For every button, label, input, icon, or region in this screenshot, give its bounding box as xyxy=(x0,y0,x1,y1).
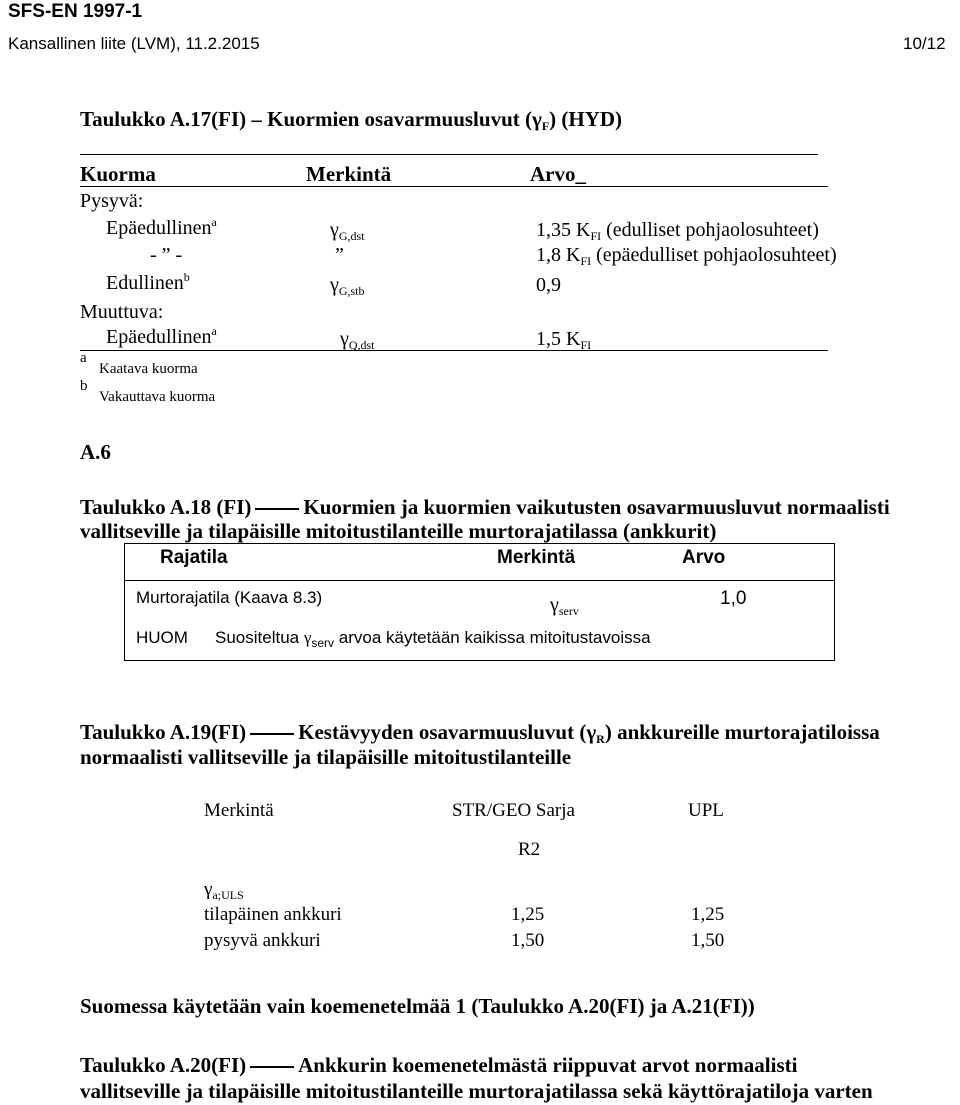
table18-note-label: HUOM xyxy=(136,628,188,647)
table17-group-permanent: Pysyvä: xyxy=(80,190,144,212)
page-number: 10/12 xyxy=(903,34,946,53)
table17-row1-symbol: $\gamma_{G,dst}$ xyxy=(330,219,365,243)
table19-caption-line1: Taulukko A.19(FI) Kestävyyden osavarmuusluvut $(\gamma_R)$ ankkureille murtorajatiloissa xyxy=(80,720,880,746)
table18-header-rule xyxy=(124,580,835,581)
table19-row2-upl: 1,50 xyxy=(691,930,725,951)
table18-col-value: Arvo xyxy=(682,547,726,568)
table18-caption-line2: vallitseville ja tilapäisille mitoitustilanteille murtorajatilassa (ankkurit) xyxy=(80,519,717,543)
table17-bottom-rule xyxy=(80,350,828,351)
table17-row1-label: Epäedullinen$^a$ xyxy=(106,215,217,239)
table17-caption: Taulukko A.17(FI) – Kuormien osavarmuusluvut $(\gamma_F)$ (HYD) xyxy=(80,107,623,133)
table17-col-symbol: Merkintä xyxy=(306,162,392,186)
table17-group-variable: Muuttuva: xyxy=(80,301,164,323)
footnote-b-mark: b xyxy=(80,378,88,394)
table18-row-state: Murtorajatila (Kaava 8.3) xyxy=(136,588,323,607)
table17-header-rule xyxy=(80,186,828,187)
table17-row3-symbol: $\gamma_{G,stb}$ xyxy=(330,274,365,298)
em-dash-rule xyxy=(250,733,294,735)
table18-note-text: Suositeltua $\gamma_{serv}$ arvoa käytetään kaikissa mitoitustavoissa xyxy=(215,628,651,650)
section-heading: A.6 xyxy=(80,440,111,464)
table20-caption-line1: Taulukko A.20(FI) Ankkurin koemenetelmästä riippuvat arvot normaalisti xyxy=(80,1053,798,1077)
em-dash-rule xyxy=(250,1066,294,1068)
footnote-a-text: Kaatava kuorma xyxy=(99,361,198,377)
table19-row2-label: pysyvä ankkuri xyxy=(204,930,321,951)
table18-row-symbol: $\gamma_{serv}$ xyxy=(550,594,579,618)
table19-subheader-r2: R2 xyxy=(518,839,541,860)
table19-col-upl: UPL xyxy=(688,800,724,821)
standard-id: SFS-EN 1997-1 xyxy=(8,1,143,22)
table20-caption-line2: vallitseville ja tilapäisille mitoitustilanteille murtorajatilassa sekä käyttörajatiloja varten xyxy=(80,1079,873,1103)
table17-top-rule xyxy=(80,154,818,155)
table19-row2-r2: 1,50 xyxy=(511,930,545,951)
table19-row1-r2: 1,25 xyxy=(511,904,545,925)
table17-col-load: Kuorma xyxy=(80,162,156,186)
annex-line: Kansallinen liite (LVM), 11.2.2015 xyxy=(8,34,260,53)
table17-row2-symbol: ” xyxy=(335,244,344,266)
table17-row4-value: 1,5 $K_{FI}$ xyxy=(536,328,592,352)
table17-row1-value: 1,35 $K_{FI}$ (edulliset pohjaolosuhteet) xyxy=(536,219,819,243)
table17-row3-label: Edullinen$^b$ xyxy=(106,270,190,294)
table19-col-symbol: Merkintä xyxy=(204,800,274,821)
table19-row1-upl: 1,25 xyxy=(691,904,725,925)
table18-col-state: Rajatila xyxy=(160,547,228,568)
table19-symbol: $\gamma_{a;ULS}$ xyxy=(204,879,244,902)
table18-col-symbol: Merkintä xyxy=(497,547,576,568)
table17-row3-value: 0,9 xyxy=(536,274,561,296)
table18-row-value: 1,0 xyxy=(720,588,747,609)
em-dash-rule xyxy=(255,508,299,510)
table17-row4-label: Epäedullinen$^a$ xyxy=(106,324,217,348)
table17-row2-value: 1,8 $K_{FI}$ (epäedulliset pohjaolosuhteet) xyxy=(536,244,837,268)
finland-method-note: Suomessa käytetään vain koemenetelmää 1 (Taulukko A.20(FI) ja A.21(FI)) xyxy=(80,994,755,1018)
table17-row2-label: - ” - xyxy=(150,244,183,266)
footnote-a-mark: a xyxy=(80,350,87,366)
table19-caption-line2: normaalisti vallitseville ja tilapäisille mitoitustilanteille xyxy=(80,745,572,769)
table17-row4-symbol: $\gamma_{Q,dst}$ xyxy=(340,328,375,352)
footnote-b-text: Vakauttava kuorma xyxy=(99,389,216,405)
table19-row1-label: tilapäinen ankkuri xyxy=(204,904,342,925)
table17-col-value: Arvo_ xyxy=(530,162,586,186)
table19-col-strgeo: STR/GEO Sarja xyxy=(452,800,575,821)
table18-caption-line1: Taulukko A.18 (FI) Kuormien ja kuormien vaikutusten osavarmuusluvut normaalisti xyxy=(80,495,890,519)
